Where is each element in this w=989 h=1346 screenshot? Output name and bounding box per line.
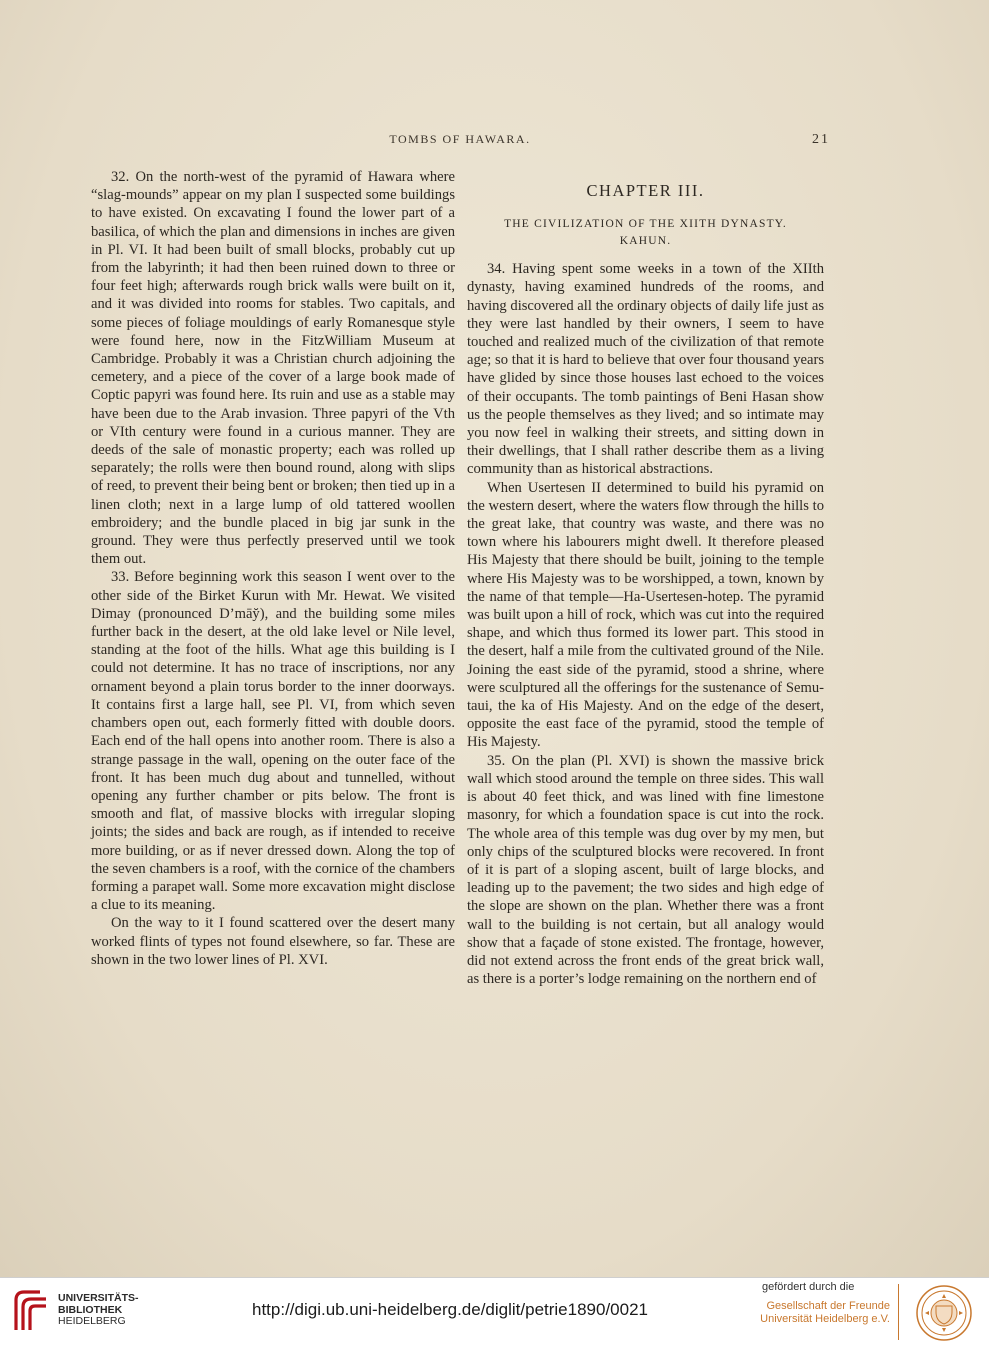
footer-divider xyxy=(898,1284,899,1340)
footer-bar xyxy=(0,1277,989,1346)
right-column xyxy=(467,182,824,988)
funded-by-label: gefördert durch die xyxy=(762,1281,855,1293)
paragraph-usertesen: When Usertesen II determined to build his pyramid on the western desert, where the waters flow through the hills to the great lake, that country was waste, and there was no town where his labourers might dwell. It therefore pleased His Majesty that there should be built, joining to the temple where His Majesty was to be worshipped, a town, known by the name of that temple—Ha-Usertesen-hotep. The pyramid was built upon a hill of rock, which was cut into the required shape, and which thus formed its lower part. This stood in the desert, half a mile from the cultivated ground of the Nile. Joining the east side of the pyramid, stood a shrine, where were sculptured all the offerings for the sustenance of Semu-taui, the ka of His Majesty. And on the edge of the desert, opposite the east face of the pyramid, stood the temple of His Majesty. xyxy=(467,479,824,751)
running-head xyxy=(90,132,830,154)
library-logo-icon xyxy=(10,1289,52,1333)
page-number: 21 xyxy=(812,132,830,147)
library-name-line-2: BIBLIOTHEK xyxy=(58,1303,123,1316)
library-name xyxy=(58,1293,139,1328)
chapter-subtitle xyxy=(467,216,824,250)
library-name-line-3: HEIDELBERG xyxy=(58,1315,126,1327)
paragraph-34: 34. Having spent some weeks in a town of the XIIth dynasty, having examined hundreds of the rooms, and having discovered all the ordinary objects of daily life just as they were last handled by their owners, I seem to have touched and realized much of the civilization of that remote age; so that it is hard to believe that over four thousand years have glided by since those houses last echoed to the voices of their occupants. The tomb paintings of Beni Hasan show us the people themselves as they lived; and so intimate may you now feel in walking their streets, and sitting down in their dwellings, that I shall rather describe them as a living community than as historical abstractions. xyxy=(467,261,824,478)
paragraph-32: 32. On the north-west of the pyramid of Hawara where “slag-mounds” appear on my plan I suspected some buildings to have existed. On excavating I found the lower part of a basilica, of which the plan and dimensions in inches are given in Pl. VI. It had been built of small blocks, probably cut up from the labyrinth; it had then been ruined down to three or four feet high; afterwards rough brick walls were built on it, and it was divided into rooms for stables. Two capitals, and some pieces of foliage mouldings of early Romanesque style were found here, now in the FitzWilliam Museum at Cambridge. Probably it was a Christian church adjoining the cemetery, and a piece of the cover of a large book made of Coptic papyri was found here. Its ruin and use as a stable may have been due to the Arab invasion. Three papyri of the Vth or VIth century were found in a curious manner. They are deeds of the sale of monastic property; each was rolled up separately; the rolls were then bound round, along with slips of reed, to prevent their being bent or broken; then tied up in a linen cloth; next in a large lump of old tattered woollen embroidery; and the bundle placed in big jar sunk in the ground. They were thus perfectly preserved until we took them out. xyxy=(91,169,455,568)
paragraph-flints: On the way to it I found scattered over the desert many worked flints of types not found elsewhere, so far. These are shown in the two lower lines of Pl. XVI. xyxy=(91,915,455,968)
library-name-line-1: UNIVERSITÄTS- xyxy=(58,1292,139,1304)
left-column xyxy=(91,168,455,969)
chapter-subtitle-line-1: THE CIVILIZATION OF THE XIITH DYNASTY. xyxy=(504,218,787,231)
running-head-title: TOMBS OF HAWARA. xyxy=(389,132,531,146)
chapter-title: CHAPTER III. xyxy=(586,181,705,200)
permalink-url[interactable]: http://digi.ub.uni-heidelberg.de/diglit/petrie1890/0021 xyxy=(251,1300,648,1319)
society-name-line-1: Gesellschaft der Freunde xyxy=(766,1300,890,1312)
chapter-subtitle-line-2: KAHUN. xyxy=(619,235,672,248)
paragraph-33: 33. Before beginning work this season I went over to the other side of the Birket Kurun with Mr. Hewat. We visited Dimay (pronounced D’māy̆), and the building some miles further back in the desert, at the old lake level or Nile level, standing at the foot of the hills. What age this building is I could not determine. It has no trace of inscriptions, nor any ornament beyond a plain torus border to the inner doorways. It contains first a large hall, see Pl. VI, from which seven chambers open out, each formerly fitted with double doors. Each end of the hall opens into another room. There is also a strange passage in the wall, opening on the outer face of the front. It has been much dug about and tunnelled, without opening any further chamber or pits below. The front is smooth and flat, of massive blocks with irregular sloping joints; the sides and back are rough, as if intended to receive more building, or as if never dressed down. Along the top of the seven chambers is a roof, with the cornice of the chambers forming a parapet wall. Some more excavation might disclose a clue to its meaning. xyxy=(91,569,455,914)
society-name xyxy=(760,1300,890,1326)
university-seal-icon xyxy=(911,1284,977,1342)
paragraph-35: 35. On the plan (Pl. XVI) is shown the massive brick wall which stood around the temple on three sides. This wall is about 40 feet thick, and was lined with fine limestone masonry, for which a foundation space is cut into the rock. The whole area of this temple was dug over by my men, but only chips of the sculptured blocks were recovered. In front of it is part of a sloping ascent, built of large blocks, and leading up to the pavement; the two sides and high edge of the slope are shown on the plan. Whether there was a front wall to the building is not certain, but all analogy would show that a façade of stone existed. The frontage, however, did not extend across the front ends of the great brick wall, as there is a porter’s lodge remaining on the northern end of xyxy=(467,752,824,988)
society-name-line-2: Universität Heidelberg e.V. xyxy=(760,1313,890,1325)
